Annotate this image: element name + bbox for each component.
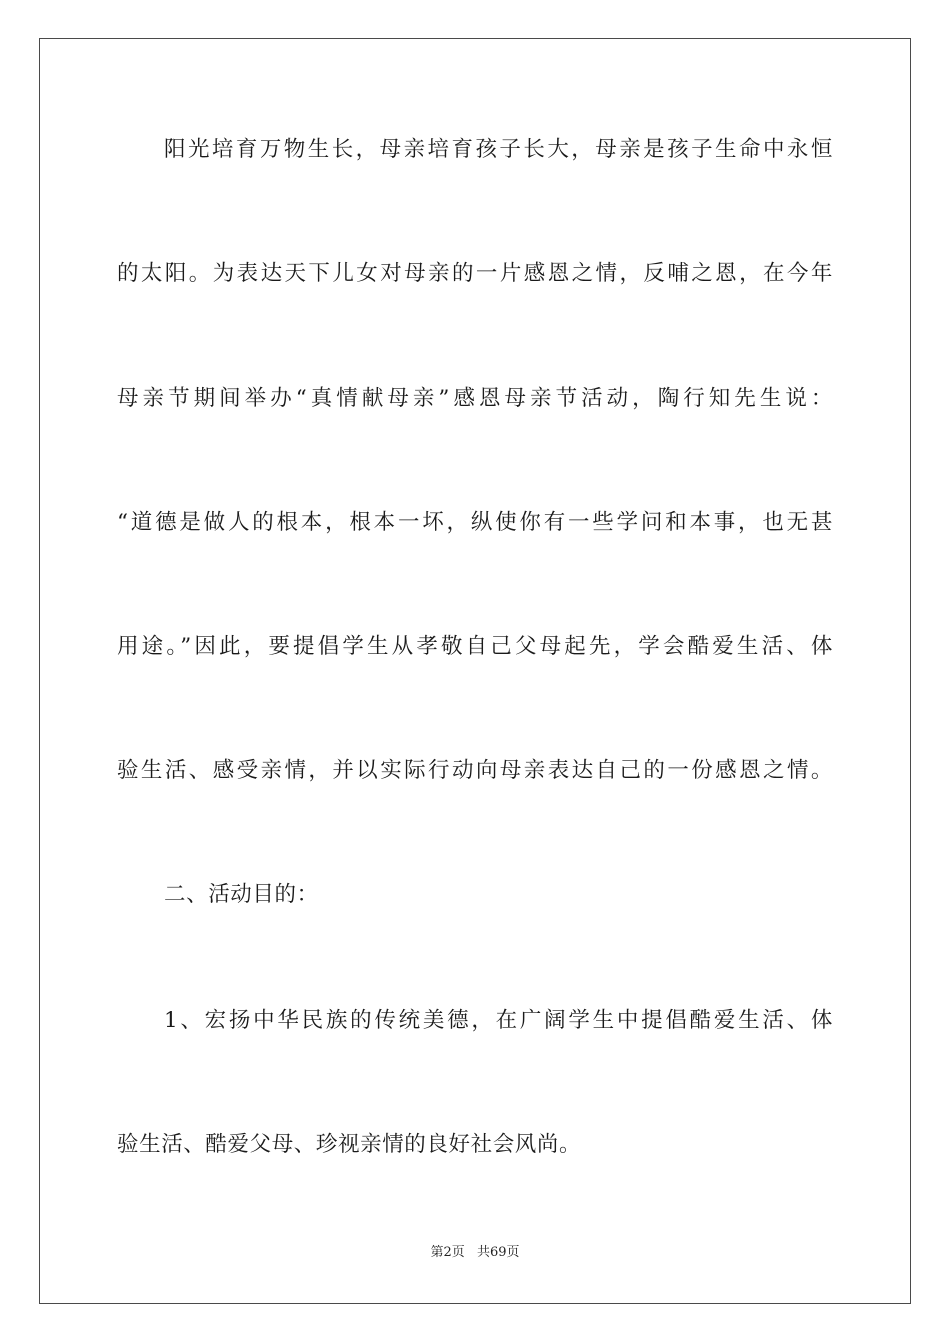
paragraph-line-5: 用途。”因此，要提倡学生从孝敬自己父母起先，学会酷爱生活、体	[117, 634, 833, 659]
page-total: 共69页	[476, 1245, 520, 1260]
page-footer	[0, 1245, 950, 1261]
paragraph-line-2: 的太阳。为表达天下儿女对母亲的一片感恩之情，反哺之恩，在今年	[117, 261, 833, 286]
paragraph-line-3: 母亲节期间举办“真情献母亲”感恩母亲节活动，陶行知先生说：	[117, 386, 833, 411]
paragraph-line-7: 1、宏扬中华民族的传统美德，在广阔学生中提倡酷爱生活、体	[164, 1008, 833, 1033]
paragraph-line-4: “道德是做人的根本，根本一坏，纵使你有一些学问和本事，也无甚	[117, 510, 833, 535]
paragraph-line-1: 阳光培育万物生长，母亲培育孩子长大，母亲是孩子生命中永恒	[164, 137, 833, 162]
page-border	[39, 38, 911, 1304]
paragraph-line-6: 验生活、感受亲情，并以实际行动向母亲表达自己的一份感恩之情。	[117, 758, 833, 783]
paragraph-line-8: 验生活、酷爱父母、珍视亲情的良好社会风尚。	[117, 1132, 582, 1157]
section-heading: 二、活动目的：	[164, 882, 319, 907]
page-number: 第2页	[430, 1245, 465, 1260]
